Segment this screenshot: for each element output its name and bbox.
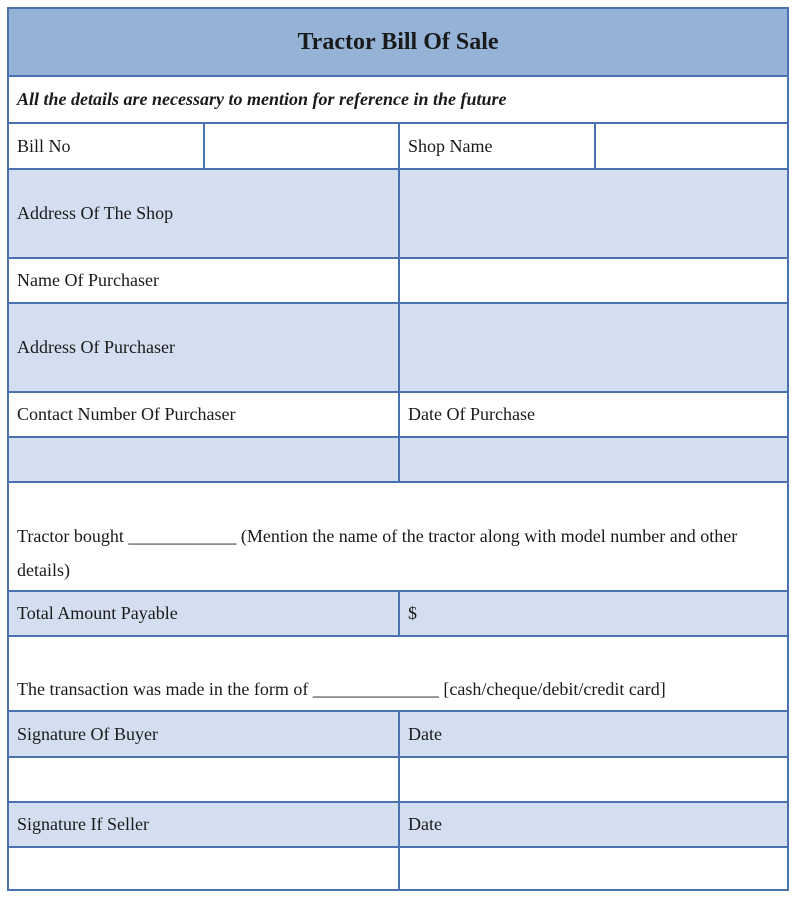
contact-purchaser-label: Contact Number Of Purchaser: [9, 393, 400, 436]
page-title: Tractor Bill Of Sale: [9, 9, 787, 75]
transaction-row: [9, 637, 787, 712]
tractor-bill-form: [7, 7, 789, 891]
tractor-bought-text: Tractor bought ____________ (Mention the name of the tractor along with model number and other details): [17, 526, 738, 580]
total-amount-field[interactable]: $: [408, 603, 417, 623]
contact-purchaser-field[interactable]: [9, 438, 400, 481]
bill-no-label: Bill No: [9, 124, 205, 168]
buyer-signature-row: [9, 712, 787, 758]
contact-date-input-row: [9, 438, 787, 483]
buyer-signature-input-row: [9, 758, 787, 803]
name-purchaser-row: [9, 259, 787, 304]
address-shop-field[interactable]: [400, 170, 787, 257]
signature-seller-label: Signature If Seller: [9, 803, 400, 846]
signature-seller-field[interactable]: [9, 848, 400, 889]
transaction-text: The transaction was made in the form of ______________ [cash/cheque/debit/credit card]: [17, 679, 666, 699]
contact-date-row: [9, 393, 787, 438]
shop-name-field[interactable]: [596, 124, 787, 168]
address-shop-row: [9, 170, 787, 259]
name-purchaser-label: Name Of Purchaser: [9, 259, 400, 302]
name-purchaser-field[interactable]: [400, 259, 787, 302]
total-amount-row: [9, 592, 787, 637]
signature-buyer-label: Signature Of Buyer: [9, 712, 400, 756]
seller-signature-row: [9, 803, 787, 848]
seller-signature-input-row: [9, 848, 787, 889]
address-purchaser-label: Address Of Purchaser: [9, 304, 400, 391]
date-seller-field[interactable]: [400, 848, 787, 889]
address-purchaser-field[interactable]: [400, 304, 787, 391]
signature-buyer-field[interactable]: [9, 758, 400, 801]
shop-name-label: Shop Name: [400, 124, 596, 168]
address-shop-label: Address Of The Shop: [9, 170, 400, 257]
date-buyer-field[interactable]: [400, 758, 787, 801]
title-row: [9, 9, 787, 77]
date-buyer-label: Date: [408, 723, 442, 744]
bill-no-field[interactable]: [205, 124, 400, 168]
tractor-bought-row: [9, 483, 787, 592]
date-purchase-field[interactable]: [400, 438, 787, 481]
total-amount-label: Total Amount Payable: [9, 592, 400, 635]
bill-shop-row: [9, 124, 787, 170]
note-text: All the details are necessary to mention for reference in the future: [17, 89, 507, 109]
date-seller-label: Date: [408, 814, 442, 834]
address-purchaser-row: [9, 304, 787, 393]
note-row: [9, 77, 787, 124]
date-purchase-label: Date Of Purchase: [408, 404, 535, 424]
